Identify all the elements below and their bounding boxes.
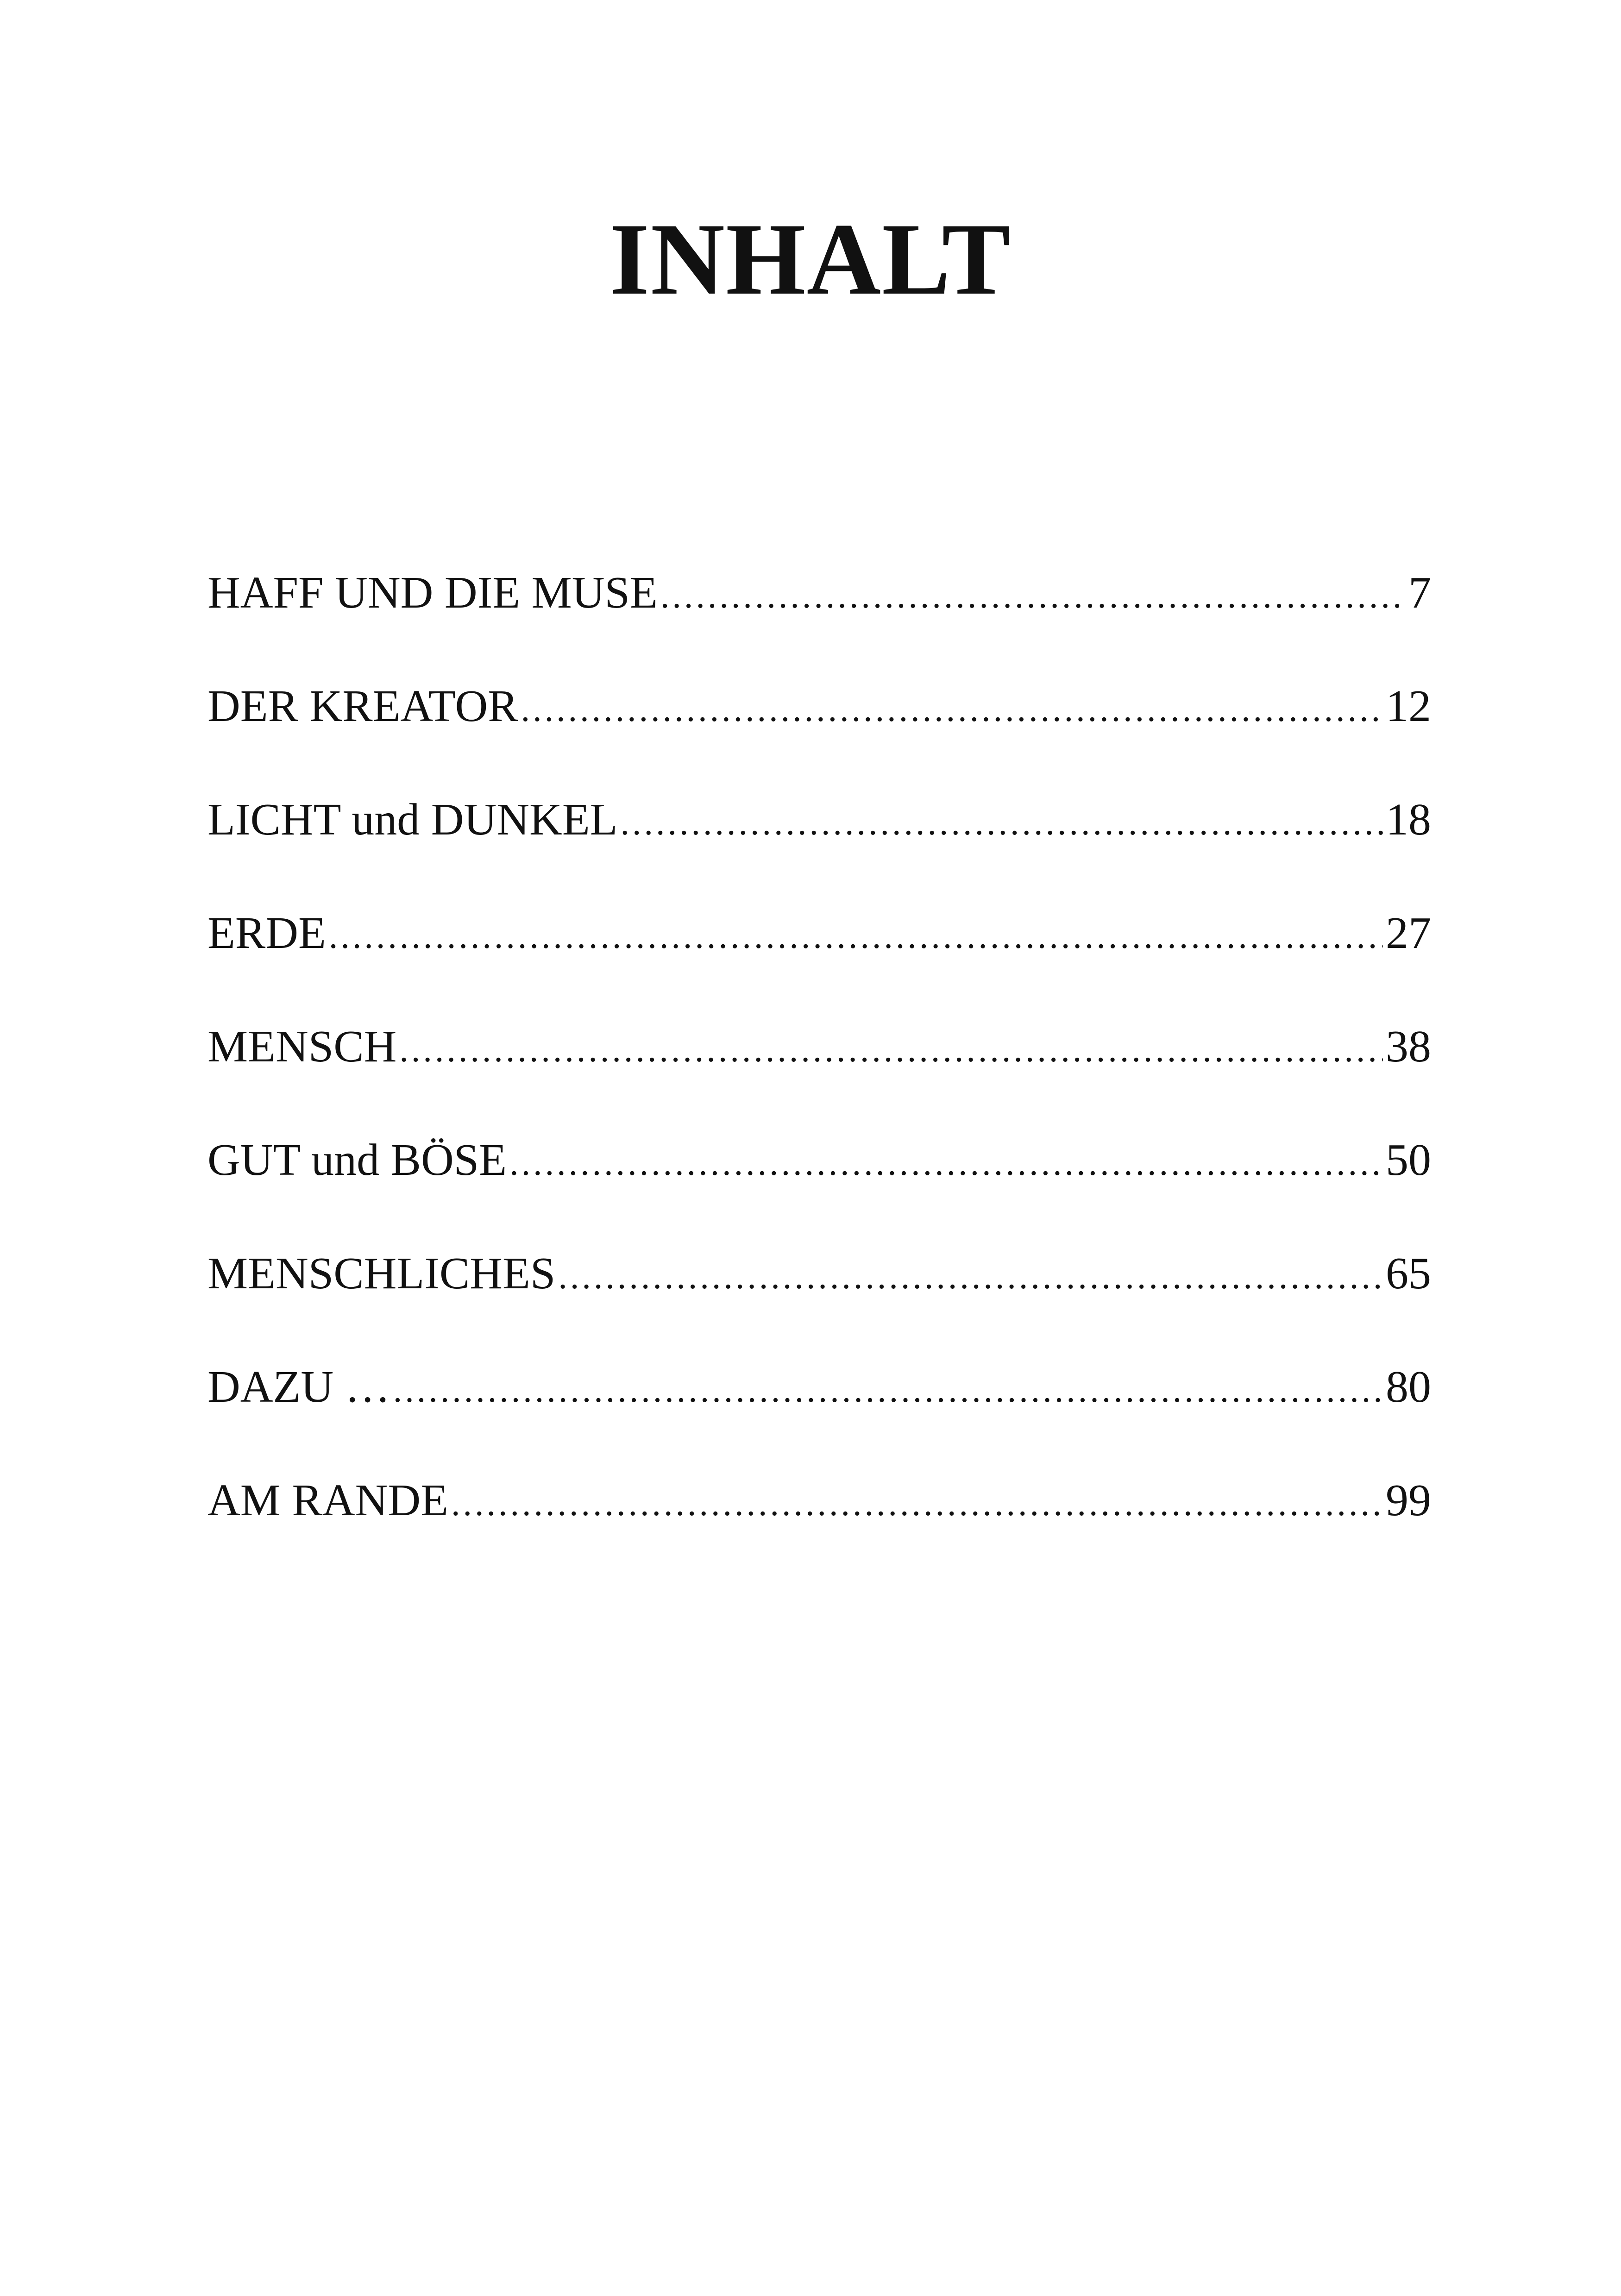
- toc-entry-title: DAZU …: [207, 1362, 390, 1412]
- toc-dot-leader: [393, 1357, 1383, 1422]
- toc-entry-title: MENSCH: [207, 1022, 397, 1072]
- toc-entry: [207, 1014, 1431, 1128]
- toc-page-number: 38: [1386, 1022, 1431, 1072]
- toc-entry-title: GUT und BÖSE: [207, 1135, 507, 1185]
- table-of-contents: [207, 560, 1431, 1581]
- toc-dot-leader: [660, 563, 1401, 628]
- toc-entry-title: MENSCHLICHES: [207, 1248, 556, 1299]
- toc-entry-title: DER KREATOR: [207, 681, 518, 731]
- toc-entry: [207, 560, 1431, 674]
- toc-dot-leader: [399, 1017, 1383, 1082]
- toc-entry: [207, 674, 1431, 787]
- page-title: INHALT: [609, 202, 1012, 316]
- toc-entry: [207, 901, 1431, 1014]
- toc-page-number: 12: [1386, 681, 1431, 731]
- toc-entry: [207, 1241, 1431, 1355]
- toc-entry-title: ERDE: [207, 908, 326, 958]
- toc-dot-leader: [558, 1244, 1383, 1309]
- toc-page-number: 18: [1386, 795, 1431, 845]
- toc-entry: [207, 1128, 1431, 1241]
- toc-page-number: 65: [1386, 1248, 1431, 1299]
- toc-page-number: 7: [1408, 568, 1431, 618]
- toc-page-number: 50: [1386, 1135, 1431, 1185]
- toc-entry-title: HAFF UND DIE MUSE: [207, 568, 658, 618]
- toc-entry: [207, 1468, 1431, 1581]
- toc-page-number: 27: [1386, 908, 1431, 958]
- toc-dot-leader: [329, 903, 1383, 968]
- toc-entry-title: AM RANDE: [207, 1475, 448, 1525]
- toc-page-number: 99: [1386, 1475, 1431, 1525]
- toc-dot-leader: [451, 1471, 1383, 1536]
- toc-entry-title: LICHT und DUNKEL: [207, 795, 618, 845]
- toc-dot-leader: [521, 677, 1383, 741]
- toc-dot-leader: [509, 1130, 1383, 1195]
- toc-page-number: 80: [1386, 1362, 1431, 1412]
- toc-entry: [207, 1355, 1431, 1468]
- toc-dot-leader: [621, 790, 1383, 855]
- toc-entry: [207, 787, 1431, 901]
